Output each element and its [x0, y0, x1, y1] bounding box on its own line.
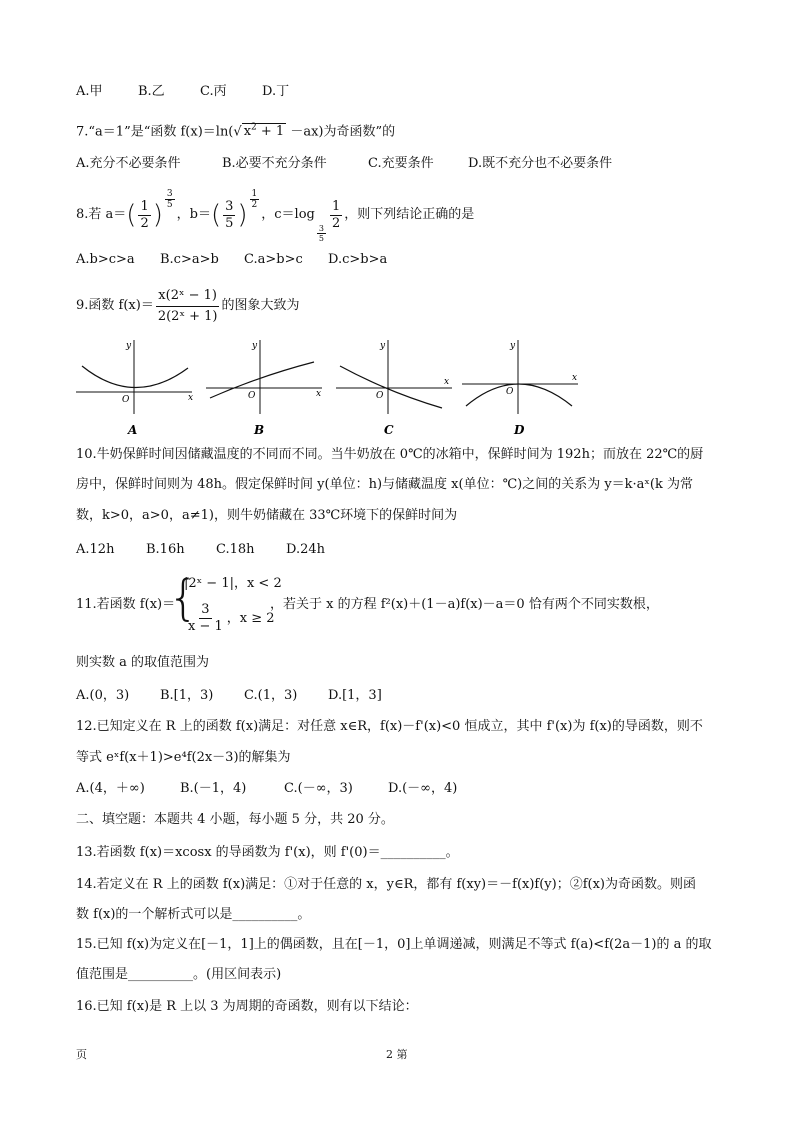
- q8-stem: 8.若 a＝ ( $\frac{1}{2}$ ) $\frac{3}{5}$ ，b＝ ( $\frac{3}{5}$ ) $\frac{1}{2}$ ，c＝log $\frac{3}{5}$ $\frac{1}{2}$ ，则下列结论正确的是: [76, 189, 475, 243]
- q12-option-c: C.(－∞，3): [284, 781, 353, 796]
- q14-line2: 数 f(x)的一个解析式可以是__________。: [76, 907, 311, 922]
- q8-option-c: C.a>b>c: [244, 252, 303, 267]
- svg-text:A: A: [128, 423, 138, 436]
- svg-text:y: y: [252, 341, 258, 351]
- q10-line2: 房中，保鲜时间则为 48h。假定保鲜时间 y(单位：h)与储藏温度 x(单位：℃)之间的关系为 y＝k·aˣ(k 为常: [76, 477, 694, 492]
- q11-case1: |2ˣ − 1|，x < 2: [184, 576, 282, 591]
- q15-line1: 15.已知 f(x)为定义在[－1，1]上的偶函数，且在[－1，0]上单调递减，则满足不等式 f(a)<f(2a－1)的 a 的取: [76, 937, 712, 952]
- q14-line1: 14.若定义在 R 上的函数 f(x)满足：①对于任意的 x，y∈R，都有 f(xy)＝－f(x)f(y)；②f(x)为奇函数。则函: [76, 877, 697, 892]
- q8-option-a: A.b>c>a: [76, 252, 135, 267]
- svg-text:O: O: [376, 391, 384, 401]
- svg-text:x: x: [316, 389, 322, 399]
- q9-graph-a: [76, 336, 200, 440]
- q6-option-d: D.丁: [262, 84, 290, 99]
- q9-stem: 9.函数 f(x)＝ $\frac{\text{x(2ˣ − 1)}}{\text{2(2ˣ + 1)}}$ 的图象大致为: [76, 284, 299, 328]
- q8-options: [76, 251, 387, 269]
- q11-option-b: B.[1，3): [160, 688, 214, 703]
- curve-b: [210, 362, 314, 398]
- q7-option-a: A.充分不必要条件: [76, 156, 181, 171]
- q11-prefix: 11.若函数 f(x)＝: [76, 597, 176, 612]
- q10-line3: 数，k>0，a>0，a≠1)，则牛奶储藏在 33℃环境下的保鲜时间为: [76, 508, 458, 523]
- q7-sqrt-radicand: $x^2 + 1$: [243, 123, 285, 140]
- q9-graph-b: [206, 336, 330, 440]
- svg-text:O: O: [506, 387, 514, 397]
- q6-option-a: A.甲: [76, 84, 103, 99]
- section-title: 二、填空题：本题共 4 小题，每小题 5 分，共 20 分。: [76, 812, 394, 827]
- q7-option-b: B.必要不充分条件: [222, 156, 327, 171]
- q12-line1: 12.已知定义在 R 上的函数 f(x)满足：对任意 x∈R，f(x)－f'(x)<0 恒成立，其中 f'(x)为 f(x)的导函数，则不: [76, 719, 703, 734]
- q13: 13.若函数 f(x)＝xcosx 的导函数为 f'(x)，则 f'(0)＝__________。: [76, 845, 459, 860]
- q9-graph-c: [336, 336, 460, 440]
- svg-text:y: y: [380, 341, 386, 351]
- q8-c-log-base: $\frac{3}{5}$: [318, 224, 324, 243]
- q12-options: [76, 780, 457, 798]
- q11-line2: 则实数 a 的取值范围为: [76, 655, 210, 670]
- q12-option-d: D.(－∞，4): [388, 781, 458, 796]
- svg-text:C: C: [384, 423, 394, 436]
- q6-option-b: B.乙: [138, 84, 165, 99]
- q10-line1: 10.牛奶保鲜时间因储藏温度的不同而不同。当牛奶放在 0℃的冰箱中，保鲜时间为 192h；而放在 22℃的厨: [76, 447, 704, 462]
- q11-suffix: ，若关于 x 的方程 f²(x)＋(1－a)f(x)－a＝0 恰有两个不同实数根，: [270, 597, 659, 612]
- q8-a-fraction: $\frac{1}{2}$: [140, 198, 149, 231]
- q10-option-d: D.24h: [286, 542, 326, 557]
- q10-option-b: B.16h: [146, 542, 185, 557]
- svg-text:x: x: [188, 393, 194, 403]
- q11-case2: $\frac{3}{x - 1}$ ，x ≥ 2: [188, 602, 275, 634]
- q11-options: [76, 687, 382, 705]
- q7-stem: 7.“a＝1”是“函数 f(x)＝ln(√ $x^2 + 1 -ax$)为奇函数”的: [76, 123, 396, 140]
- footer-left: 页: [76, 1048, 87, 1061]
- q15-line2: 值范围是__________。(用区间表示): [76, 967, 282, 982]
- q8-option-b: B.c>a>b: [160, 252, 219, 267]
- svg-text:x: x: [572, 373, 578, 383]
- q8-b-fraction: $\frac{3}{5}$: [225, 198, 234, 231]
- q10-options: [76, 541, 325, 559]
- curve-d: [466, 384, 572, 406]
- svg-text:y: y: [510, 341, 516, 351]
- q11-option-c: C.(1，3): [244, 688, 298, 703]
- curve-a: [82, 366, 188, 388]
- svg-text:x: x: [444, 377, 450, 387]
- q7-option-d: D.既不充分也不必要条件: [468, 156, 613, 171]
- q8-option-d: D.c>b>a: [328, 252, 388, 267]
- q9-fraction: $\frac{\text{x(2ˣ − 1)}}{\text{2(2ˣ + 1)}}$: [157, 287, 218, 324]
- q16: 16.已知 f(x)是 R 上以 3 为周期的奇函数，则有以下结论：: [76, 999, 418, 1014]
- curve-c: [340, 366, 442, 408]
- svg-text:y: y: [126, 341, 132, 351]
- q12-option-a: A.(4，＋∞): [76, 781, 145, 796]
- q8-c-fraction: $\frac{1}{2}$: [331, 198, 341, 231]
- q8-b-exponent: $\frac{1}{2}$: [251, 189, 258, 210]
- q10-option-a: A.12h: [76, 542, 115, 557]
- q11-option-a: A.(0，3): [76, 688, 130, 703]
- q8-a-exponent: $\frac{3}{5}$: [166, 189, 173, 210]
- q6-options: [76, 83, 289, 101]
- q12-option-b: B.(－1，4): [180, 781, 247, 796]
- svg-text:O: O: [122, 395, 130, 405]
- q11-option-d: D.[1，3]: [328, 688, 382, 703]
- q12-line2: 等式 eˣf(x＋1)>e⁴f(2x－3)的解集为: [76, 750, 291, 765]
- q9-graph-d: [462, 336, 586, 440]
- q7-option-c: C.充要条件: [368, 156, 434, 171]
- svg-text:B: B: [254, 423, 265, 436]
- svg-text:D: D: [514, 423, 525, 436]
- page-number: 2 第: [386, 1048, 408, 1061]
- q10-option-c: C.18h: [216, 542, 255, 557]
- q6-option-c: C.丙: [200, 84, 227, 99]
- svg-text:O: O: [248, 391, 256, 401]
- sqrt-sign: √: [233, 124, 242, 140]
- piecewise-brace: {: [168, 570, 199, 626]
- q7-options: [76, 155, 612, 173]
